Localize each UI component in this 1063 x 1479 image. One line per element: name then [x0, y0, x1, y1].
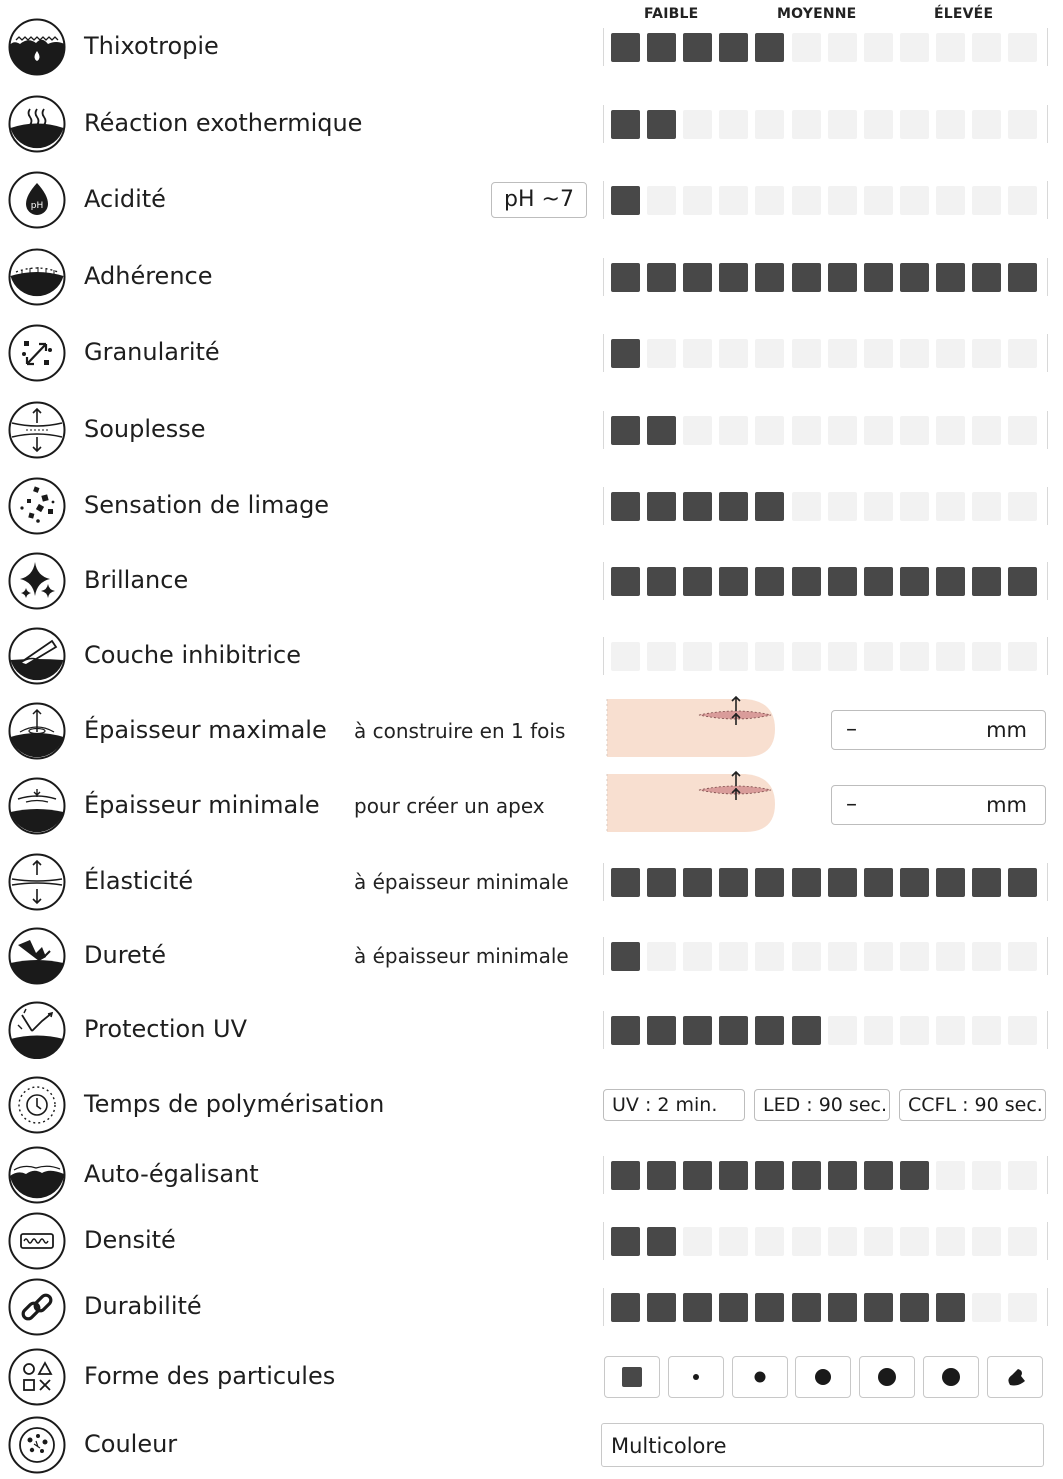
min-thickness-icon — [8, 777, 66, 835]
meter-segment-empty — [972, 492, 1001, 521]
meter-segment-empty — [683, 942, 712, 971]
property-note: pour créer un apex — [354, 794, 545, 818]
meter-segment-filled — [647, 1293, 676, 1322]
meter-segment-filled — [864, 567, 893, 596]
meter-segment-empty — [792, 642, 821, 671]
meter-segment-empty — [864, 1016, 893, 1045]
meter-segment-filled — [611, 492, 640, 521]
level-meter — [603, 28, 1048, 66]
meter-segment-filled — [1008, 567, 1037, 596]
meter-segment-filled — [828, 1293, 857, 1322]
meter-segment-empty — [1008, 416, 1037, 445]
level-meter — [603, 181, 1048, 219]
meter-segment-empty — [792, 339, 821, 368]
level-meter — [603, 1288, 1048, 1326]
meter-segment-empty — [792, 33, 821, 62]
meter-segment-empty — [1008, 110, 1037, 139]
scale-low-label: FAIBLE — [644, 6, 699, 22]
meter-segment-empty — [1008, 492, 1037, 521]
meter-segment-filled — [719, 33, 748, 62]
meter-segment-empty — [972, 1293, 1001, 1322]
meter-segment-empty — [972, 186, 1001, 215]
particle-shape-square — [604, 1356, 660, 1398]
meter-segment-empty — [936, 110, 965, 139]
meter-segment-filled — [647, 567, 676, 596]
property-label: Brillance — [84, 566, 189, 594]
particle-shape-irregular — [987, 1356, 1043, 1398]
meter-segment-empty — [936, 1016, 965, 1045]
meter-segment-filled — [972, 868, 1001, 897]
hardness-icon — [8, 927, 66, 985]
filing-dust-icon — [8, 477, 66, 535]
meter-segment-filled — [864, 868, 893, 897]
property-label: Thixotropie — [84, 32, 219, 60]
meter-segment-empty — [683, 110, 712, 139]
meter-segment-filled — [683, 33, 712, 62]
granularity-icon — [8, 324, 66, 382]
meter-segment-empty — [683, 186, 712, 215]
meter-segment-empty — [972, 942, 1001, 971]
property-label: Épaisseur minimale — [84, 791, 320, 819]
meter-segment-empty — [792, 492, 821, 521]
meter-segment-empty — [755, 1227, 784, 1256]
meter-segment-empty — [611, 642, 640, 671]
property-label: Réaction exothermique — [84, 109, 363, 137]
property-label: Densité — [84, 1226, 176, 1254]
meter-segment-filled — [647, 868, 676, 897]
meter-segment-filled — [792, 868, 821, 897]
property-label: Auto-égalisant — [84, 1160, 259, 1188]
meter-segment-filled — [683, 1293, 712, 1322]
property-label: Protection UV — [84, 1015, 248, 1043]
meter-segment-filled — [719, 1016, 748, 1045]
cure-led-box: LED : 90 sec. — [754, 1089, 890, 1121]
meter-segment-filled — [647, 263, 676, 292]
level-meter — [603, 562, 1048, 600]
meter-segment-empty — [755, 642, 784, 671]
meter-segment-filled — [792, 567, 821, 596]
particle-shape-dot-l — [923, 1356, 979, 1398]
meter-segment-empty — [864, 942, 893, 971]
adhesion-icon — [8, 248, 66, 306]
meter-segment-filled — [647, 110, 676, 139]
meter-segment-filled — [611, 339, 640, 368]
meter-segment-empty — [828, 492, 857, 521]
cure-ccfl-box: CCFL : 90 sec. — [899, 1089, 1046, 1121]
meter-segment-empty — [792, 110, 821, 139]
meter-segment-filled — [755, 1293, 784, 1322]
scale-medium-label: MOYENNE — [777, 6, 857, 22]
meter-segment-empty — [792, 1227, 821, 1256]
level-meter — [603, 105, 1048, 143]
meter-segment-empty — [683, 416, 712, 445]
meter-segment-filled — [611, 416, 640, 445]
meter-segment-filled — [755, 1161, 784, 1190]
level-meter — [603, 1222, 1048, 1260]
uv-protection-icon — [8, 1001, 66, 1059]
property-label: Adhérence — [84, 262, 213, 290]
meter-segment-filled — [755, 492, 784, 521]
meter-segment-filled — [900, 1293, 929, 1322]
meter-segment-filled — [1008, 868, 1037, 897]
color-value: Multicolore — [601, 1423, 1044, 1467]
meter-segment-empty — [1008, 1227, 1037, 1256]
meter-segment-empty — [900, 339, 929, 368]
meter-segment-empty — [1008, 1161, 1037, 1190]
meter-segment-filled — [828, 567, 857, 596]
meter-segment-empty — [864, 416, 893, 445]
meter-segment-empty — [900, 416, 929, 445]
ph-badge: pH ~7 — [491, 182, 587, 218]
meter-segment-filled — [647, 492, 676, 521]
level-meter — [603, 863, 1048, 901]
thixotropy-icon — [8, 18, 66, 76]
meter-segment-empty — [755, 942, 784, 971]
meter-segment-filled — [828, 868, 857, 897]
property-label: Épaisseur maximale — [84, 716, 327, 744]
meter-segment-empty — [828, 1227, 857, 1256]
meter-segment-empty — [900, 492, 929, 521]
thickness-value: – — [846, 792, 857, 817]
thickness-field[interactable] — [831, 710, 1046, 750]
scale-header — [600, 6, 1050, 24]
meter-segment-filled — [683, 263, 712, 292]
meter-segment-empty — [792, 186, 821, 215]
meter-segment-empty — [900, 942, 929, 971]
meter-segment-empty — [972, 416, 1001, 445]
curing-time-icon — [8, 1076, 66, 1134]
meter-segment-filled — [611, 1161, 640, 1190]
meter-segment-filled — [936, 263, 965, 292]
meter-segment-filled — [792, 1161, 821, 1190]
meter-segment-filled — [972, 263, 1001, 292]
property-label: Granularité — [84, 338, 220, 366]
meter-segment-empty — [828, 186, 857, 215]
flexibility-icon — [8, 401, 66, 459]
meter-segment-empty — [1008, 1293, 1037, 1322]
property-label: Élasticité — [84, 867, 194, 895]
ph-drop-icon — [8, 171, 66, 229]
meter-segment-filled — [828, 263, 857, 292]
meter-segment-filled — [683, 492, 712, 521]
cure-uv-box: UV : 2 min. — [603, 1089, 745, 1121]
meter-segment-filled — [864, 1161, 893, 1190]
meter-segment-empty — [972, 1227, 1001, 1256]
meter-segment-empty — [719, 186, 748, 215]
meter-segment-empty — [1008, 642, 1037, 671]
meter-segment-filled — [611, 868, 640, 897]
level-meter — [603, 637, 1048, 675]
particle-shape-dot-l — [859, 1356, 915, 1398]
meter-segment-filled — [719, 567, 748, 596]
meter-segment-filled — [683, 1016, 712, 1045]
meter-segment-filled — [647, 1161, 676, 1190]
property-label: Forme des particules — [84, 1362, 336, 1390]
meter-segment-empty — [828, 33, 857, 62]
meter-segment-empty — [972, 110, 1001, 139]
meter-segment-filled — [900, 263, 929, 292]
meter-segment-filled — [755, 263, 784, 292]
level-meter — [603, 937, 1048, 975]
meter-segment-filled — [1008, 263, 1037, 292]
meter-segment-empty — [936, 1161, 965, 1190]
meter-segment-empty — [936, 33, 965, 62]
level-meter — [603, 411, 1048, 449]
meter-segment-filled — [864, 1293, 893, 1322]
meter-segment-filled — [755, 1016, 784, 1045]
meter-segment-empty — [683, 339, 712, 368]
meter-segment-empty — [792, 416, 821, 445]
meter-segment-filled — [972, 567, 1001, 596]
meter-segment-empty — [936, 1227, 965, 1256]
meter-segment-filled — [647, 33, 676, 62]
meter-segment-empty — [719, 339, 748, 368]
meter-segment-empty — [972, 1161, 1001, 1190]
meter-segment-empty — [972, 33, 1001, 62]
meter-segment-empty — [755, 186, 784, 215]
meter-segment-filled — [683, 567, 712, 596]
meter-segment-filled — [683, 868, 712, 897]
meter-segment-empty — [719, 642, 748, 671]
nail-thickness-illustration — [603, 695, 778, 761]
meter-segment-empty — [683, 642, 712, 671]
meter-segment-empty — [972, 339, 1001, 368]
meter-segment-empty — [828, 942, 857, 971]
meter-segment-empty — [828, 642, 857, 671]
meter-segment-filled — [647, 1227, 676, 1256]
meter-segment-empty — [719, 110, 748, 139]
level-meter — [603, 258, 1048, 296]
property-label: Dureté — [84, 941, 166, 969]
meter-segment-empty — [900, 33, 929, 62]
meter-segment-filled — [936, 1293, 965, 1322]
meter-segment-filled — [611, 1293, 640, 1322]
meter-segment-filled — [611, 942, 640, 971]
meter-segment-empty — [828, 110, 857, 139]
meter-segment-empty — [936, 942, 965, 971]
meter-segment-filled — [792, 1016, 821, 1045]
meter-segment-empty — [719, 942, 748, 971]
chain-link-icon — [8, 1278, 66, 1336]
meter-segment-filled — [647, 1016, 676, 1045]
thickness-unit: mm — [986, 793, 1027, 817]
property-label: Durabilité — [84, 1292, 202, 1320]
particle-shape-dot-m — [795, 1356, 851, 1398]
meter-segment-filled — [719, 263, 748, 292]
meter-segment-empty — [1008, 942, 1037, 971]
property-label: Souplesse — [84, 415, 206, 443]
level-meter — [603, 334, 1048, 372]
meter-segment-empty — [792, 942, 821, 971]
meter-segment-empty — [1008, 33, 1037, 62]
level-meter — [603, 487, 1048, 525]
meter-segment-empty — [864, 1227, 893, 1256]
meter-segment-empty — [864, 186, 893, 215]
meter-segment-filled — [900, 567, 929, 596]
property-label: Acidité — [84, 185, 166, 213]
meter-segment-empty — [828, 1016, 857, 1045]
meter-segment-filled — [611, 567, 640, 596]
meter-segment-empty — [647, 339, 676, 368]
meter-segment-filled — [611, 186, 640, 215]
meter-segment-filled — [755, 868, 784, 897]
self-leveling-icon — [8, 1146, 66, 1204]
meter-segment-empty — [900, 1227, 929, 1256]
level-meter — [603, 1156, 1048, 1194]
meter-segment-filled — [900, 1161, 929, 1190]
meter-segment-empty — [755, 110, 784, 139]
meter-segment-empty — [972, 642, 1001, 671]
meter-segment-empty — [900, 1016, 929, 1045]
level-meter — [603, 1011, 1048, 1049]
meter-segment-filled — [719, 1161, 748, 1190]
property-label: Sensation de limage — [84, 491, 330, 519]
thickness-unit: mm — [986, 718, 1027, 742]
meter-segment-empty — [1008, 339, 1037, 368]
meter-segment-filled — [611, 1016, 640, 1045]
property-note: à épaisseur minimale — [354, 944, 569, 968]
meter-segment-empty — [719, 1227, 748, 1256]
meter-segment-empty — [900, 186, 929, 215]
meter-segment-empty — [755, 339, 784, 368]
max-thickness-icon — [8, 702, 66, 760]
meter-segment-empty — [864, 33, 893, 62]
elasticity-icon — [8, 853, 66, 911]
meter-segment-filled — [611, 33, 640, 62]
meter-segment-filled — [719, 1293, 748, 1322]
meter-segment-empty — [936, 492, 965, 521]
particle-shape-dot-s — [732, 1356, 788, 1398]
meter-segment-empty — [864, 339, 893, 368]
meter-segment-filled — [719, 868, 748, 897]
meter-segment-filled — [647, 416, 676, 445]
meter-segment-filled — [611, 1227, 640, 1256]
meter-segment-empty — [828, 416, 857, 445]
meter-segment-empty — [647, 642, 676, 671]
meter-segment-empty — [1008, 1016, 1037, 1045]
meter-segment-empty — [900, 642, 929, 671]
meter-segment-empty — [972, 1016, 1001, 1045]
meter-segment-filled — [792, 1293, 821, 1322]
meter-segment-filled — [792, 263, 821, 292]
meter-segment-empty — [647, 942, 676, 971]
wipe-icon — [8, 627, 66, 685]
palette-icon — [8, 1416, 66, 1474]
thickness-field[interactable] — [831, 785, 1046, 825]
scale-high-label: ÉLEVÉE — [934, 6, 994, 22]
sparkle-icon — [8, 552, 66, 610]
nail-thickness-illustration — [603, 770, 778, 836]
meter-segment-filled — [611, 263, 640, 292]
meter-segment-empty — [1008, 186, 1037, 215]
heat-waves-icon — [8, 95, 66, 153]
property-label: Temps de polymérisation — [84, 1090, 385, 1118]
property-note: à construire en 1 fois — [354, 719, 566, 743]
meter-segment-empty — [719, 416, 748, 445]
meter-segment-empty — [936, 642, 965, 671]
meter-segment-filled — [755, 567, 784, 596]
meter-segment-empty — [683, 1227, 712, 1256]
meter-segment-filled — [900, 868, 929, 897]
property-note: à épaisseur minimale — [354, 870, 569, 894]
meter-segment-empty — [936, 186, 965, 215]
shapes-icon — [8, 1348, 66, 1406]
meter-segment-filled — [936, 567, 965, 596]
meter-segment-filled — [755, 33, 784, 62]
thickness-value: – — [846, 717, 857, 742]
svg-text:pH: pH — [30, 201, 44, 211]
meter-segment-empty — [755, 416, 784, 445]
particle-shape-dot-xs — [668, 1356, 724, 1398]
meter-segment-empty — [828, 339, 857, 368]
density-icon — [8, 1212, 66, 1270]
meter-segment-filled — [936, 868, 965, 897]
meter-segment-empty — [936, 339, 965, 368]
meter-segment-empty — [864, 642, 893, 671]
meter-segment-empty — [936, 416, 965, 445]
meter-segment-filled — [611, 110, 640, 139]
meter-segment-empty — [864, 492, 893, 521]
meter-segment-filled — [864, 263, 893, 292]
meter-segment-empty — [864, 110, 893, 139]
property-label: Couche inhibitrice — [84, 641, 302, 669]
property-label: Couleur — [84, 1430, 178, 1458]
meter-segment-filled — [828, 1161, 857, 1190]
meter-segment-filled — [719, 492, 748, 521]
meter-segment-empty — [900, 110, 929, 139]
meter-segment-filled — [683, 1161, 712, 1190]
meter-segment-empty — [647, 186, 676, 215]
